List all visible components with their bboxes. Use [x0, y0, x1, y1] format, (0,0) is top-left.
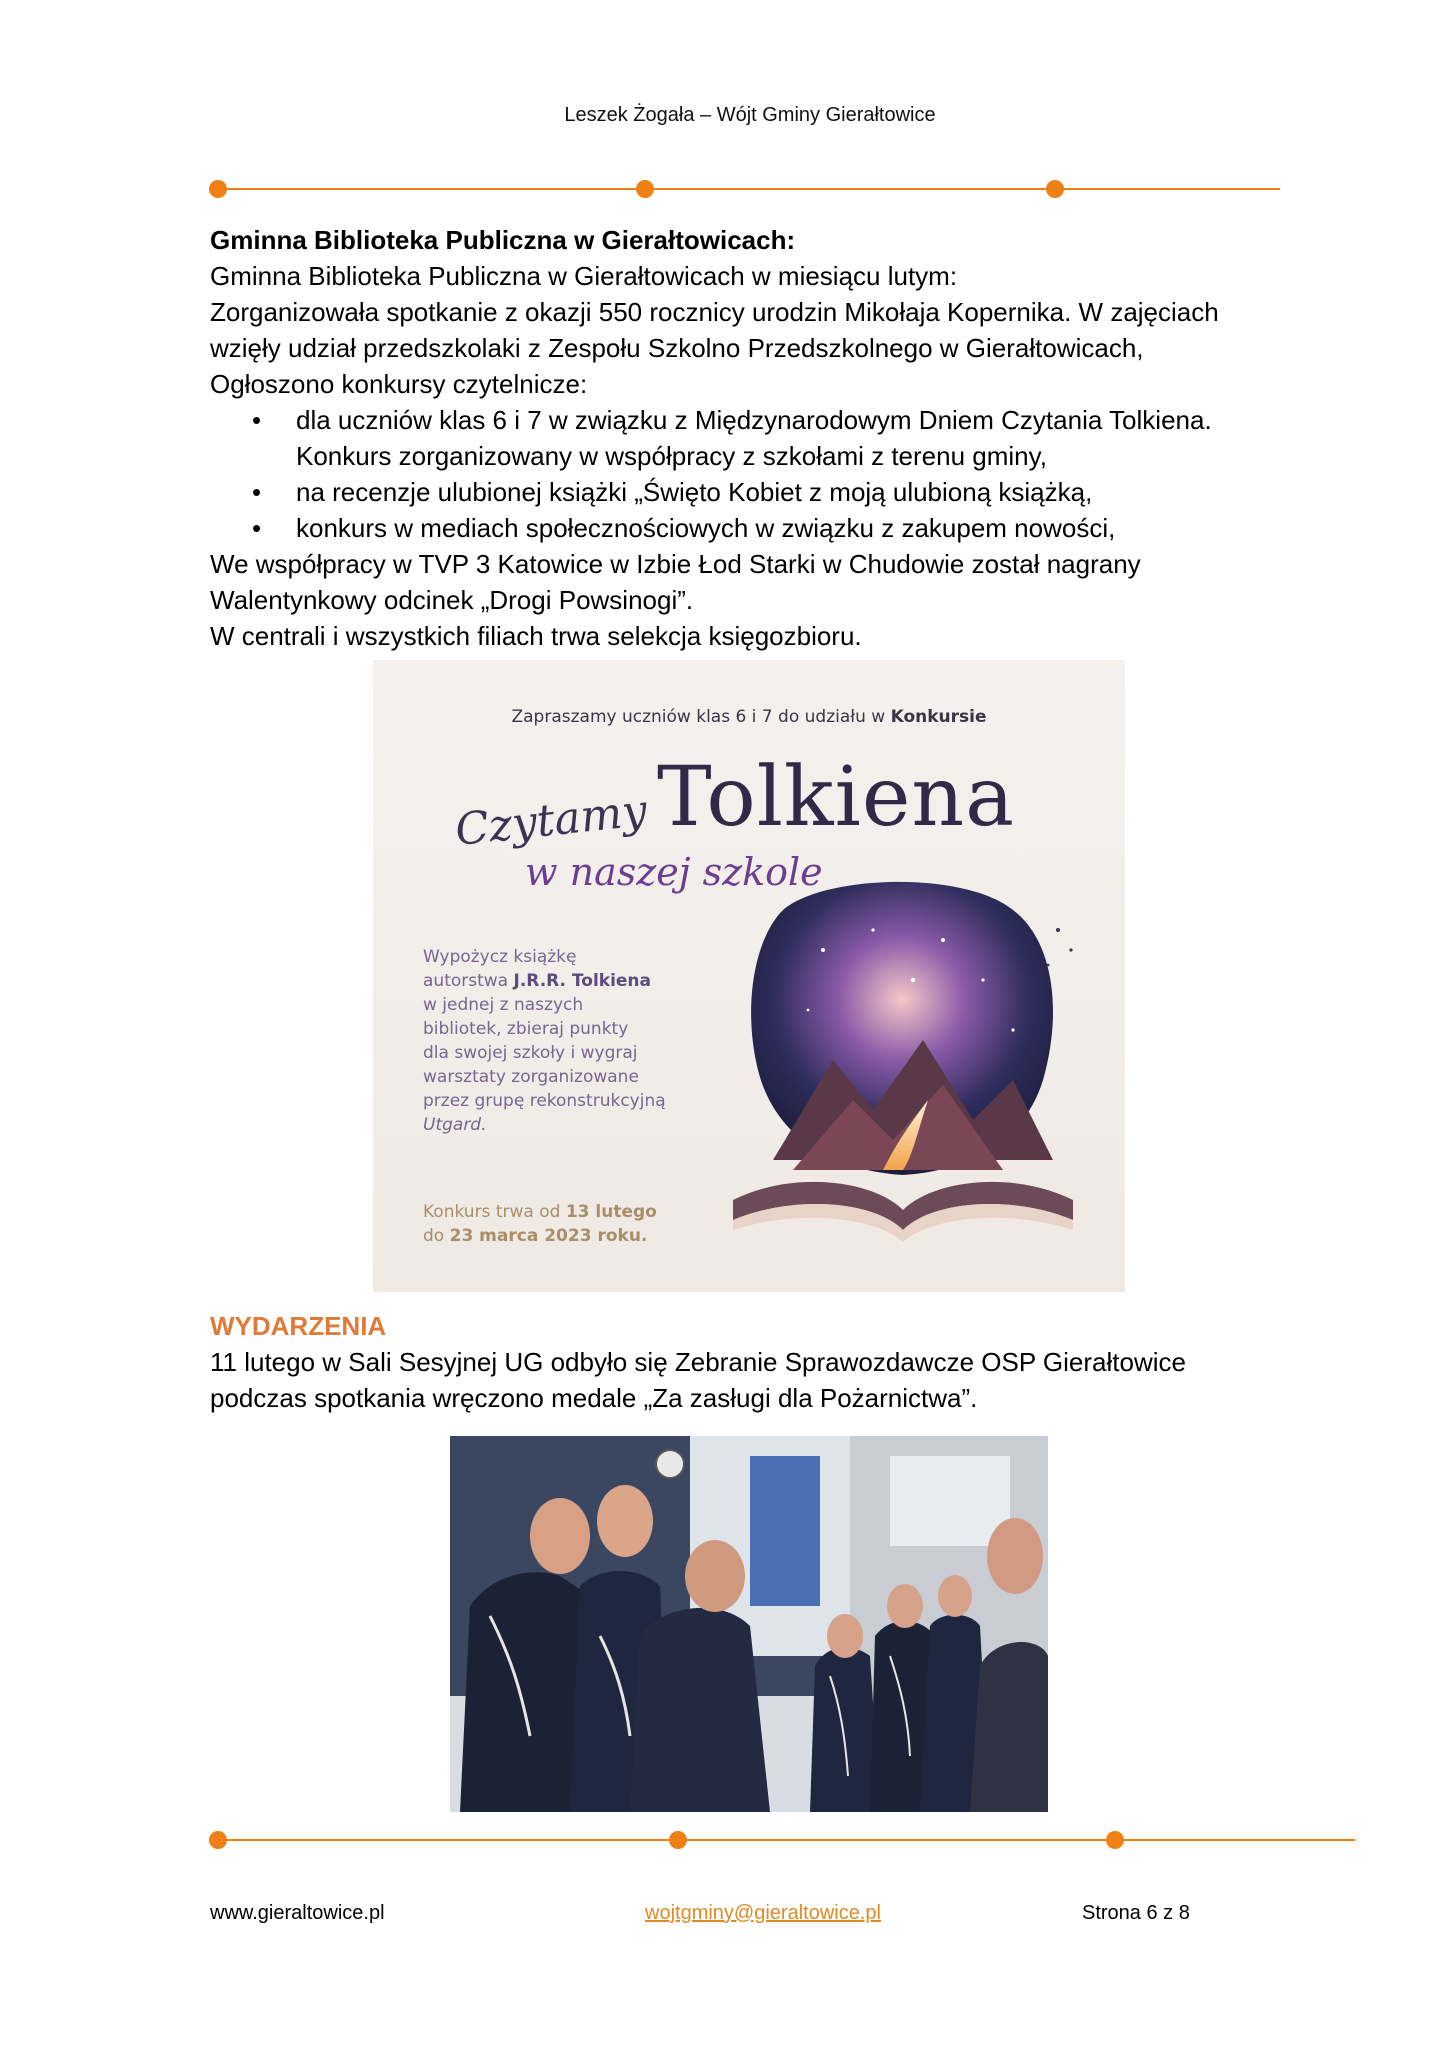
poster-description: Wypożycz książkę autorstwa J.R.R. Tolkiena w jednej z naszych bibliotek, zbieraj punkty dla swojej szkoły i wygraj warsztaty zorganizowane przez grupę rekonstrukcyjną Utgard. [423, 947, 666, 1135]
library-intro: Gminna Biblioteka Publiczna w Gierałtowicach w miesiącu lutym: [210, 261, 958, 291]
poster-subtitle-script: w naszej szkole [525, 850, 823, 894]
footer-email-link[interactable]: wojtgminy@gieraltowice.pl [645, 1902, 881, 1924]
list-item: • dla uczniów klas 6 i 7 w związku z Międzynarodowym Dniem Czytania Tolkiena. Konkurs zorganizowany w współpracy z szkołami z terenu gminy, [296, 402, 1300, 474]
library-paragraph-line: W centrali i wszystkich filiach trwa selekcja księgozbioru. [210, 621, 862, 651]
contests-list [210, 402, 1300, 546]
library-section [210, 222, 1300, 654]
footer-divider [0, 1825, 1448, 1855]
events-paragraph-line: podczas spotkania wręczono medale „Za zasługi dla Pożarnictwa”. [210, 1383, 978, 1413]
library-paragraph-line: Zorganizowała spotkanie z okazji 550 rocznicy urodzin Mikołaja Kopernika. W zajęciach [210, 297, 1219, 327]
tolkien-contest-poster [373, 660, 1125, 1292]
poster-title-main: Tolkiena [657, 750, 1016, 845]
contests-intro: Ogłoszono konkursy czytelnicze: [210, 369, 588, 399]
list-item: • konkurs w mediach społecznościowych w związku z zakupem nowości, [296, 510, 1300, 546]
library-paragraph-line: Walentynkowy odcinek „Drogi Powsinogi”. [210, 585, 694, 615]
events-paragraph-line: 11 lutego w Sali Sesyjnej UG odbyło się Zebranie Sprawozdawcze OSP Gierałtowice [210, 1347, 1186, 1377]
poster-dates: Konkurs trwa od 13 lutego do 23 marca 2023 roku. [423, 1202, 657, 1246]
footer-page-number: Strona 6 z 8 [1082, 1902, 1190, 1924]
page-header-title: Leszek Żogała – Wójt Gminy Gierałtowice [564, 104, 936, 126]
library-heading: Gminna Biblioteka Publiczna w Gierałtowicach: [210, 225, 796, 255]
footer-website: www.gieraltowice.pl [210, 1902, 385, 1924]
events-heading: WYDARZENIA [210, 1311, 387, 1341]
ceremony-photo-illustration [450, 1436, 1048, 1812]
poster-invite: Zapraszamy uczniów klas 6 i 7 do udziału w Konkursie [511, 707, 987, 727]
poster-title-script: Czytamy [452, 785, 650, 856]
open-book-galaxy-illustration [713, 870, 1093, 1280]
library-paragraph-line: wzięły udział przedszkolaki z Zespołu Szkolno Przedszkolnego w Gierałtowicach, [210, 333, 1144, 363]
header-divider [0, 174, 1448, 204]
library-paragraph-line: We współpracy w TVP 3 Katowice w Izbie Łod Starki w Chudowie został nagrany [210, 549, 1141, 579]
list-item: • na recenzje ulubionej książki „Święto Kobiet z moją ulubioną książką, [296, 474, 1300, 510]
events-section [210, 1308, 1300, 1416]
medal-ceremony-photo [450, 1436, 1048, 1812]
page-footer [210, 1902, 1210, 1932]
